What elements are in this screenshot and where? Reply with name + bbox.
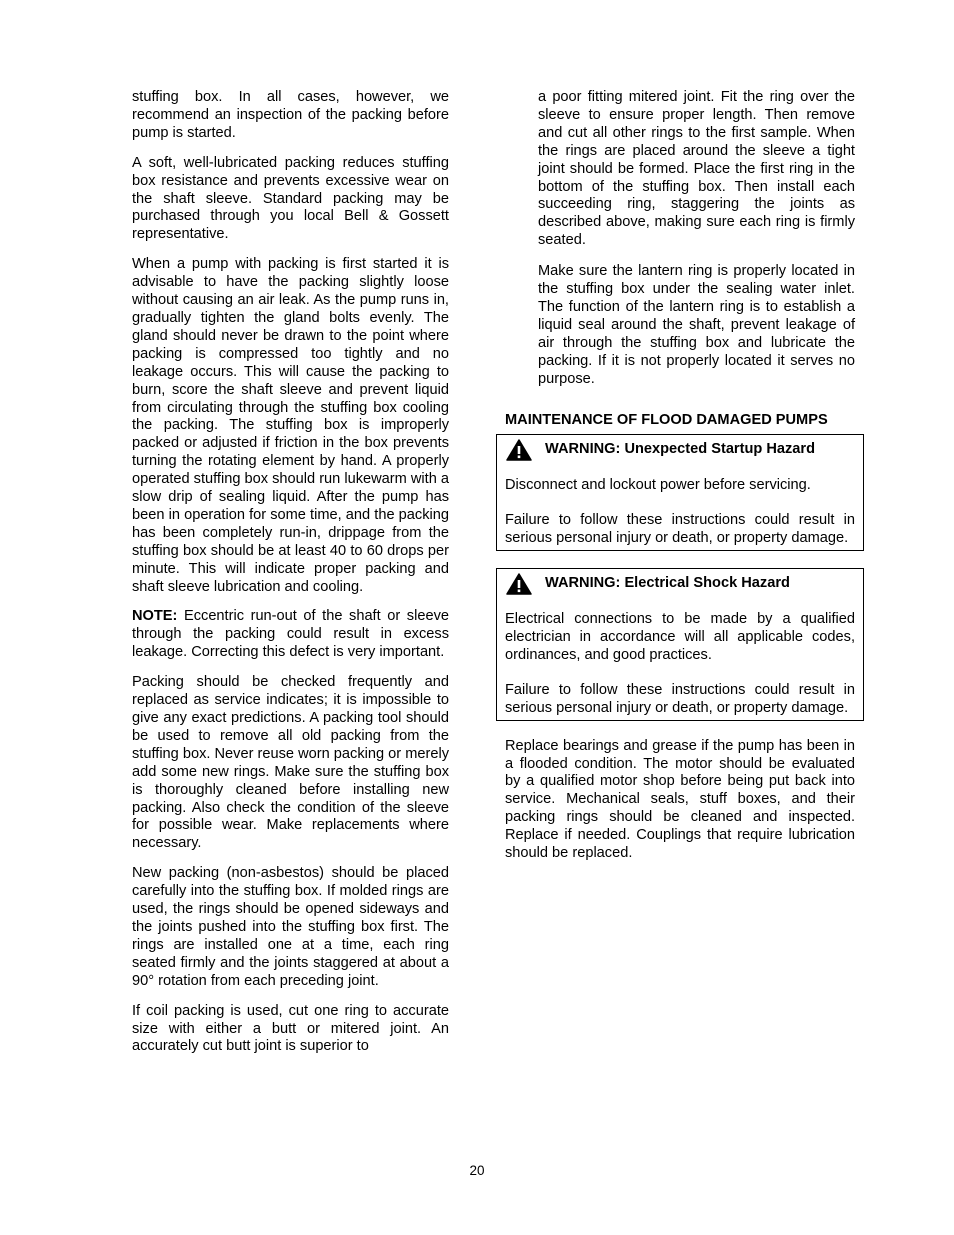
warning-title-electrical bbox=[505, 573, 855, 595]
paragraph-replace-bearings: Replace bearings and grease if the pump has been in a flooded condition. The motor should be evaluated by a qualified motor shop before being put back into service. Mechanical seals, stuff boxes, and their packing rings should be cleaned and inspected. Replace if needed. Couplings that require lubrication should be replaced. bbox=[505, 737, 855, 862]
note-label: NOTE: bbox=[132, 608, 178, 625]
warning-title-text: WARNING: Unexpected Startup Hazard bbox=[545, 441, 816, 458]
paragraph-packing-check: Packing should be checked frequently and replaced as service indicates; it is impossible to give any exact predictions. A packing tool should be used to remove all old packing from the stuffing box. Never reuse worn packing or merely add some new rings. Make sure the stuffing box is thoroughly cleaned before installing new packing. Also check the condition of the sleeve for possible wear. Make replacements where necessary. bbox=[132, 674, 449, 852]
note-text: Eccentric run-out of the shaft or sleeve through the packing could result in excess leakage. Correcting this defect is very important. bbox=[132, 608, 449, 661]
warning-box-electrical bbox=[496, 568, 864, 721]
page-number: 20 bbox=[469, 1163, 485, 1178]
warning-instruction: Disconnect and lockout power before servicing. bbox=[505, 477, 811, 494]
paragraph-mitered-joint: a poor fitting mitered joint. Fit the ring over the sleeve to ensure proper length. Then remove and cut all other rings to the first sample. When the rings are placed around the sleeve a tight joint should be formed. Place the first ring in the bottom of the stuffing box. Then install each succeeding ring, staggering the joints as described above, making sure each ring is firmly seated. bbox=[538, 89, 855, 249]
warning-box-startup bbox=[496, 434, 864, 551]
paragraph-coil-packing: If coil packing is used, cut one ring to accurate size with either a butt or mitered joint. An accurately cut butt joint is superior to bbox=[132, 1002, 449, 1055]
warning-triangle-icon bbox=[506, 573, 532, 595]
right-column bbox=[505, 89, 855, 875]
warning-consequence: Failure to follow these instructions could result in serious personal injury or death, or property damage. bbox=[505, 681, 855, 716]
left-column bbox=[132, 89, 449, 1068]
section-heading-flood-damage: MAINTENANCE OF FLOOD DAMAGED PUMPS bbox=[505, 411, 828, 428]
paragraph-soft-packing: A soft, well-lubricated packing reduces stuffing box resistance and prevents excessive wear on the shaft sleeve. Standard packing may be purchased through you local Bell & Gossett representative. bbox=[132, 154, 449, 243]
paragraph-first-start: When a pump with packing is first started it is advisable to have the packing slightly loose without causing an air leak. As the pump runs in, gradually tighten the gland bolts evenly. The gland should never be drawn to the point where packing is compressed too tightly and no leakage occurs. This will cause the packing to burn, score the shaft sleeve and prevent liquid from circulating through the stuffing box cooling the packing. The stuffing box is improperly packed or adjusted if friction in the box prevents turning the rotating element by hand. A properly operated stuffing box should run lukewarm with a slow drip of sealing liquid. After the pump has been in operation for some time, and the packing has been completely run-in, drippage from the stuffing box should be at least 40 to 60 drops per minute. This will indicate proper packing and shaft sleeve lubrication and cooling. bbox=[132, 256, 449, 595]
paragraph-inspection: stuffing box. In all cases, however, we recommend an inspection of the packing before pump is started. bbox=[132, 89, 449, 141]
warning-consequence: Failure to follow these instructions could result in serious personal injury or death, or property damage. bbox=[505, 512, 855, 547]
warning-triangle-icon bbox=[506, 439, 532, 461]
paragraph-note bbox=[132, 608, 449, 662]
warning-title-text: WARNING: Electrical Shock Hazard bbox=[545, 575, 790, 592]
paragraph-new-packing: New packing (non-asbestos) should be placed carefully into the stuffing box. If molded rings are used, the rings should be opened sideways and the joints pushed into the stuffing box first. The rings are installed one at a time, each ring seated firmly and the joints staggered at about a 90° rotation from each preceding joint. bbox=[132, 865, 449, 989]
paragraph-lantern-ring: Make sure the lantern ring is properly located in the stuffing box under the sealing water inlet. The function of the lantern ring is to establish a liquid seal around the shaft, prevent leakage of air through the stuffing box and lubricate the packing. If it is not properly located it serves no purpose. bbox=[538, 263, 855, 387]
warning-instruction: Electrical connections to be made by a qualified electrician in accordance will all applicable codes, ordinances, and good practices. bbox=[505, 611, 855, 663]
warning-title-startup bbox=[505, 439, 855, 461]
